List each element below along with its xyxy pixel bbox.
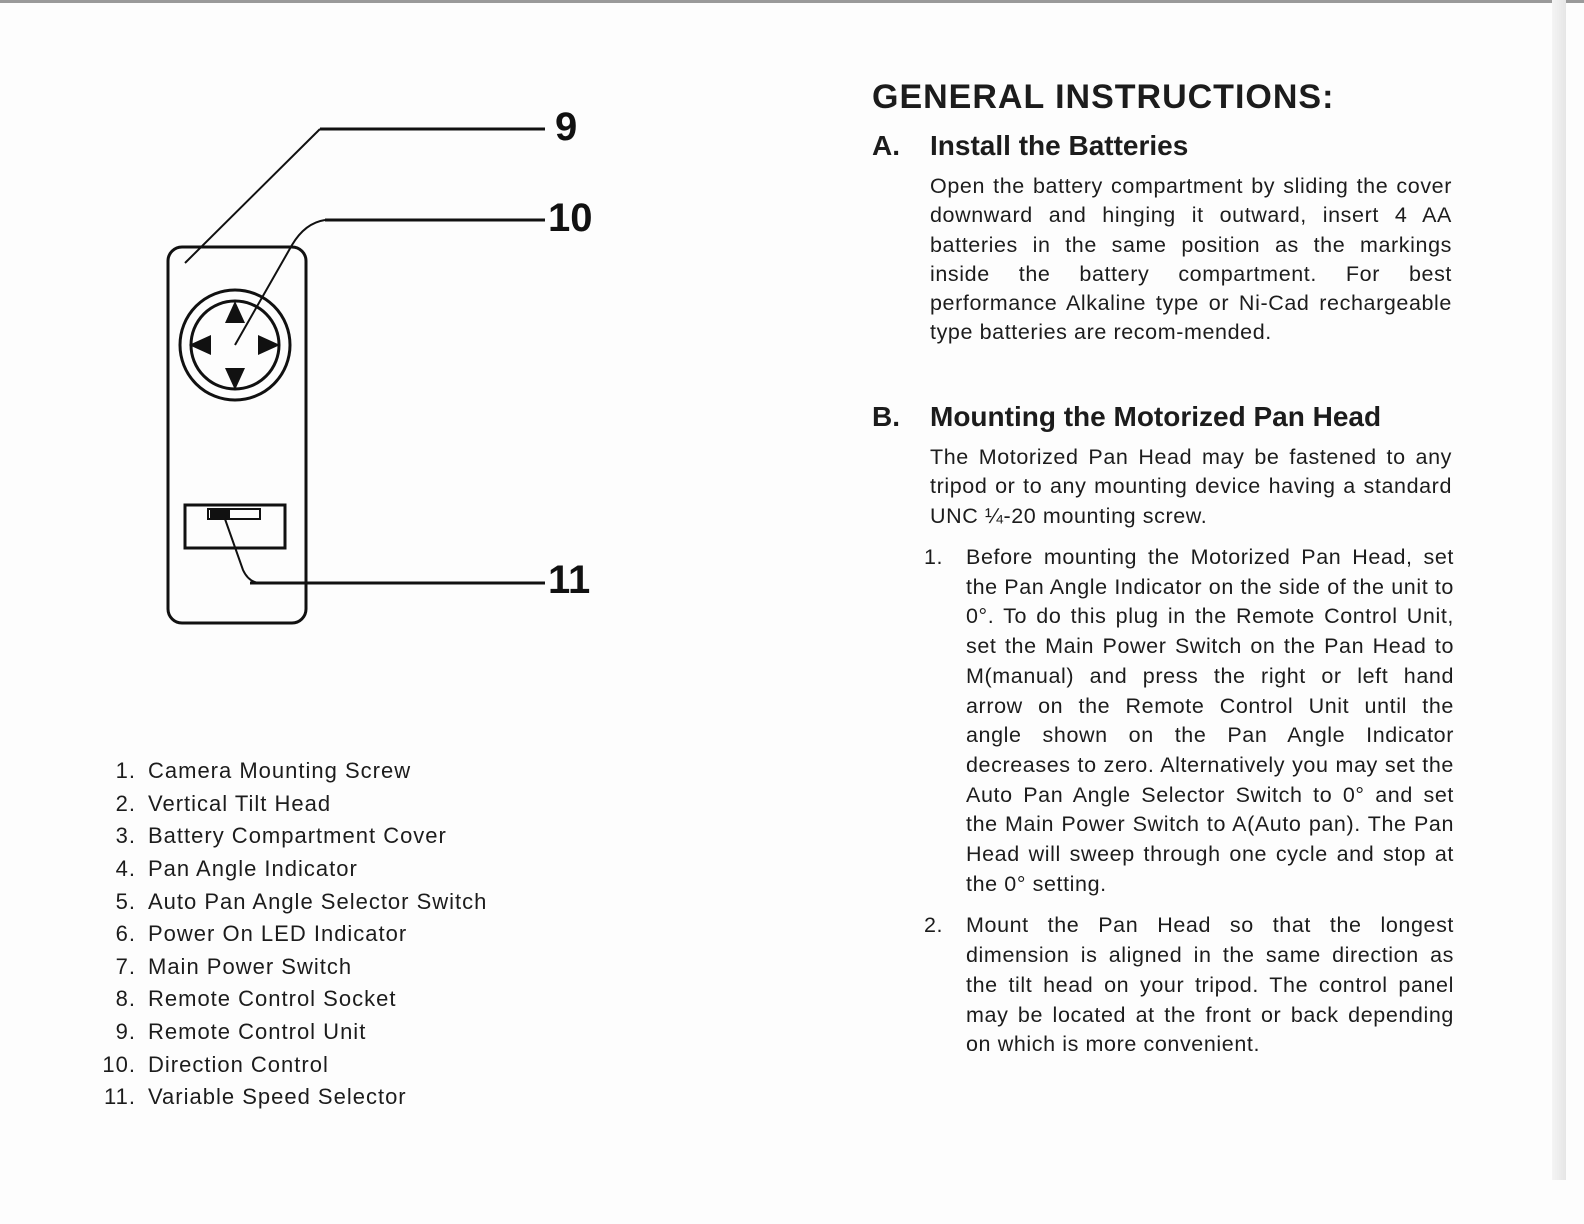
item-label: Auto Pan Angle Selector Switch <box>148 888 488 914</box>
item-number: 9. <box>115 1019 136 1045</box>
item-number: 1. <box>115 758 136 784</box>
arrow-up-icon <box>225 301 245 323</box>
list-item <box>88 755 648 788</box>
list-item <box>88 983 648 1016</box>
page-edge <box>1552 0 1566 1180</box>
list-item <box>924 911 1454 1060</box>
section-a-heading <box>872 130 1188 162</box>
section-a-title: Install the Batteries <box>930 130 1189 161</box>
arrow-down-icon <box>225 368 245 390</box>
remote-control-diagram <box>140 95 640 655</box>
section-b-heading <box>872 401 1381 433</box>
list-item <box>88 885 648 918</box>
callout-9: 9 <box>555 105 578 149</box>
item-number: 2. <box>115 790 136 816</box>
list-item <box>88 1081 648 1114</box>
step-text: Mount the Pan Head so that the longest dimension is aligned in the same direction as the tilt head on your tripod. The control panel may be located at the front or back depending on which is more convenient. <box>966 913 1454 1057</box>
section-b-letter: B. <box>872 401 900 432</box>
section-b-body: The Motorized Pan Head may be fastened to any tripod or to any mounting device having a standard UNC ¼-20 mounting screw. <box>930 445 1452 528</box>
item-number: 8. <box>115 986 136 1012</box>
item-label: Remote Control Unit <box>148 1019 367 1045</box>
parts-list <box>88 755 648 1114</box>
item-number: 10. <box>102 1051 136 1077</box>
callout-11-pointer <box>225 519 258 583</box>
item-number: 3. <box>115 823 136 849</box>
remote-body-outline <box>168 247 306 623</box>
step-number: 2. <box>924 913 944 938</box>
section-a-body: Open the battery compartment by sliding the cover downward and hinging it outward, insert 4 AA batteries in the same position as the markings inside the battery compartment. For best performance Alkaline type or Ni-Cad rechargeable type batteries are recom-mended. <box>930 174 1452 345</box>
callout-11: 11 <box>548 558 591 602</box>
list-item <box>924 543 1454 899</box>
step-number: 1. <box>924 545 944 569</box>
item-label: Battery Compartment Cover <box>148 823 447 849</box>
mounting-steps <box>924 543 1454 1060</box>
callout-9-pointer <box>185 129 320 263</box>
item-number: 5. <box>115 888 136 914</box>
item-label: Pan Angle Indicator <box>148 856 358 882</box>
list-item <box>88 853 648 886</box>
section-a-letter: A. <box>872 130 900 161</box>
item-number: 11. <box>104 1084 136 1110</box>
item-label: Direction Control <box>148 1051 329 1077</box>
item-label: Remote Control Socket <box>148 986 397 1012</box>
item-label: Variable Speed Selector <box>148 1084 407 1110</box>
arrow-right-icon <box>258 335 280 355</box>
item-label: Power On LED Indicator <box>148 921 408 947</box>
section-b-title: Mounting the Motorized Pan Head <box>930 401 1382 432</box>
callout-10-pointer <box>235 220 325 345</box>
item-number: 4. <box>115 856 136 882</box>
list-item <box>88 1016 648 1049</box>
item-label: Vertical Tilt Head <box>148 790 332 816</box>
step-text: Before mounting the Motorized Pan Head, set the Pan Angle Indicator on the side of the unit to 0°. To do this plug in the Remote Control Unit, set the Main Power Switch on the Pan Head to M(manual) and press the right or left hand arrow on the Remote Control Unit until the angle shown on the Pan Angle Indicator decreases to zero. Alternatively you may set the Auto Pan Angle Selector Switch to 0° and set the Main Power Switch to A(Auto pan). The Pan Head will sweep through one cycle and stop at the 0° setting. <box>966 545 1454 896</box>
list-item <box>88 918 648 951</box>
item-label: Main Power Switch <box>148 953 353 979</box>
speed-selector-box <box>185 505 285 548</box>
item-label: Camera Mounting Screw <box>148 758 412 784</box>
item-number: 7. <box>115 953 136 979</box>
left-page <box>0 0 790 1224</box>
speed-slider-knob <box>210 510 230 518</box>
list-item <box>88 1048 648 1081</box>
page-title: GENERAL INSTRUCTIONS: <box>872 78 1335 116</box>
list-item <box>88 820 648 853</box>
item-number: 6. <box>115 921 136 947</box>
list-item <box>88 951 648 984</box>
list-item <box>88 788 648 821</box>
callout-10: 10 <box>548 196 593 240</box>
